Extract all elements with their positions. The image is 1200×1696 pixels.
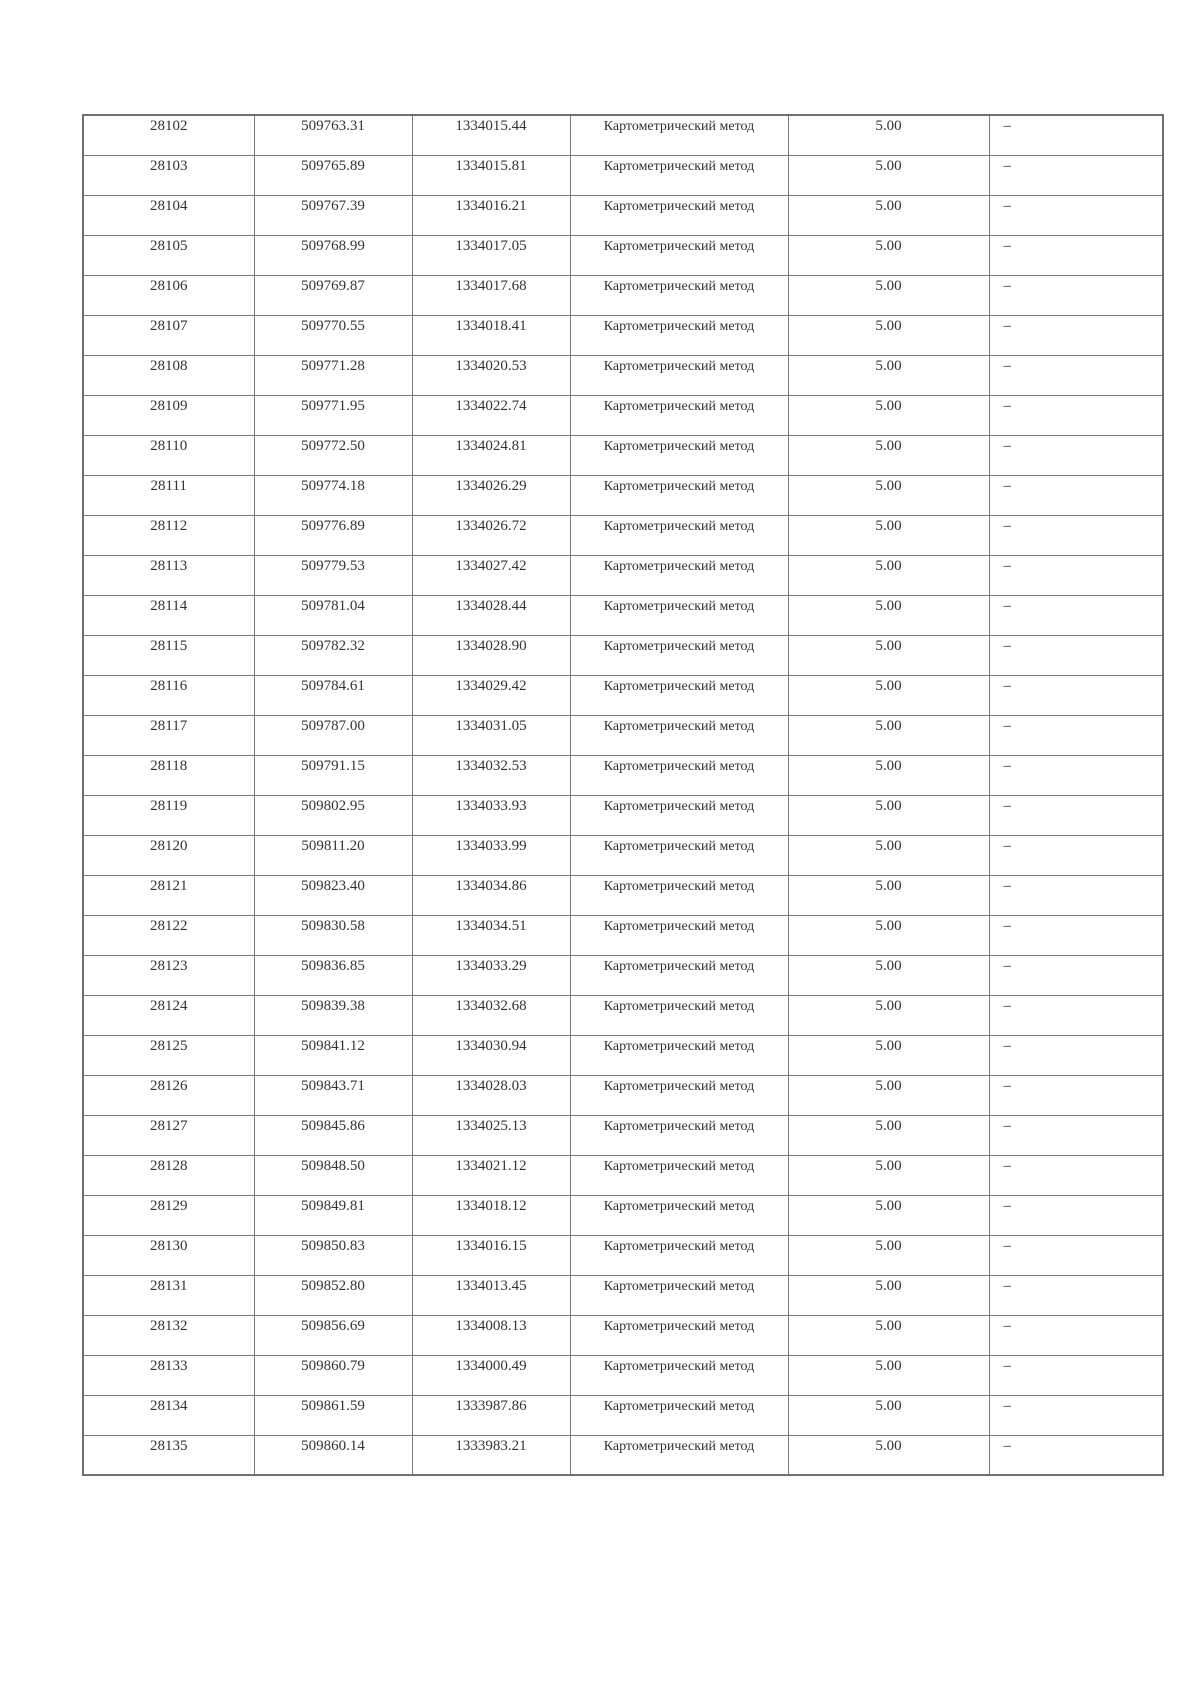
note-cell: –: [989, 835, 1163, 875]
point-number-cell: 28109: [83, 395, 254, 435]
y-coordinate-cell: 1334029.42: [412, 675, 570, 715]
note-cell: –: [989, 1435, 1163, 1475]
point-number-cell: 28112: [83, 515, 254, 555]
table-row: [83, 875, 1163, 915]
accuracy-cell: 5.00: [788, 195, 989, 235]
y-coordinate-cell: 1334028.44: [412, 595, 570, 635]
x-coordinate-cell: 509776.89: [254, 515, 412, 555]
table-row: [83, 1235, 1163, 1275]
point-number-cell: 28117: [83, 715, 254, 755]
point-number-cell: 28108: [83, 355, 254, 395]
method-cell: Картометрический метод: [570, 1195, 788, 1235]
point-number-cell: 28122: [83, 915, 254, 955]
note-cell: –: [989, 795, 1163, 835]
table-row: [83, 275, 1163, 315]
coordinates-table-body: [83, 115, 1163, 1475]
note-cell: –: [989, 1275, 1163, 1315]
table-row: [83, 835, 1163, 875]
note-cell: –: [989, 1355, 1163, 1395]
method-cell: Картометрический метод: [570, 1115, 788, 1155]
x-coordinate-cell: 509856.69: [254, 1315, 412, 1355]
point-number-cell: 28132: [83, 1315, 254, 1355]
table-row: [83, 115, 1163, 155]
table-row: [83, 555, 1163, 595]
table-row: [83, 355, 1163, 395]
note-cell: –: [989, 595, 1163, 635]
x-coordinate-cell: 509841.12: [254, 1035, 412, 1075]
x-coordinate-cell: 509830.58: [254, 915, 412, 955]
table-row: [83, 515, 1163, 555]
accuracy-cell: 5.00: [788, 115, 989, 155]
accuracy-cell: 5.00: [788, 995, 989, 1035]
table-row: [83, 475, 1163, 515]
table-row: [83, 715, 1163, 755]
x-coordinate-cell: 509836.85: [254, 955, 412, 995]
method-cell: Картометрический метод: [570, 155, 788, 195]
y-coordinate-cell: 1334031.05: [412, 715, 570, 755]
point-number-cell: 28134: [83, 1395, 254, 1435]
method-cell: Картометрический метод: [570, 1155, 788, 1195]
note-cell: –: [989, 715, 1163, 755]
point-number-cell: 28126: [83, 1075, 254, 1115]
point-number-cell: 28102: [83, 115, 254, 155]
x-coordinate-cell: 509765.89: [254, 155, 412, 195]
y-coordinate-cell: 1334033.93: [412, 795, 570, 835]
y-coordinate-cell: 1334021.12: [412, 1155, 570, 1195]
method-cell: Картометрический метод: [570, 275, 788, 315]
method-cell: Картометрический метод: [570, 715, 788, 755]
accuracy-cell: 5.00: [788, 435, 989, 475]
method-cell: Картометрический метод: [570, 1355, 788, 1395]
table-row: [83, 1315, 1163, 1355]
y-coordinate-cell: 1333987.86: [412, 1395, 570, 1435]
point-number-cell: 28135: [83, 1435, 254, 1475]
x-coordinate-cell: 509848.50: [254, 1155, 412, 1195]
method-cell: Картометрический метод: [570, 355, 788, 395]
accuracy-cell: 5.00: [788, 1435, 989, 1475]
point-number-cell: 28116: [83, 675, 254, 715]
y-coordinate-cell: 1334017.68: [412, 275, 570, 315]
x-coordinate-cell: 509784.61: [254, 675, 412, 715]
table-row: [83, 635, 1163, 675]
point-number-cell: 28107: [83, 315, 254, 355]
y-coordinate-cell: 1334017.05: [412, 235, 570, 275]
note-cell: –: [989, 395, 1163, 435]
accuracy-cell: 5.00: [788, 315, 989, 355]
point-number-cell: 28103: [83, 155, 254, 195]
table-row: [83, 955, 1163, 995]
accuracy-cell: 5.00: [788, 875, 989, 915]
y-coordinate-cell: 1334030.94: [412, 1035, 570, 1075]
x-coordinate-cell: 509843.71: [254, 1075, 412, 1115]
accuracy-cell: 5.00: [788, 1115, 989, 1155]
x-coordinate-cell: 509767.39: [254, 195, 412, 235]
note-cell: –: [989, 675, 1163, 715]
accuracy-cell: 5.00: [788, 755, 989, 795]
note-cell: –: [989, 915, 1163, 955]
note-cell: –: [989, 555, 1163, 595]
note-cell: –: [989, 1115, 1163, 1155]
method-cell: Картометрический метод: [570, 955, 788, 995]
point-number-cell: 28127: [83, 1115, 254, 1155]
x-coordinate-cell: 509860.14: [254, 1435, 412, 1475]
x-coordinate-cell: 509791.15: [254, 755, 412, 795]
note-cell: –: [989, 1035, 1163, 1075]
note-cell: –: [989, 1155, 1163, 1195]
accuracy-cell: 5.00: [788, 155, 989, 195]
method-cell: Картометрический метод: [570, 115, 788, 155]
accuracy-cell: 5.00: [788, 1235, 989, 1275]
point-number-cell: 28121: [83, 875, 254, 915]
y-coordinate-cell: 1334034.51: [412, 915, 570, 955]
note-cell: –: [989, 1075, 1163, 1115]
table-row: [83, 1035, 1163, 1075]
method-cell: Картометрический метод: [570, 555, 788, 595]
method-cell: Картометрический метод: [570, 635, 788, 675]
method-cell: Картометрический метод: [570, 875, 788, 915]
note-cell: –: [989, 195, 1163, 235]
x-coordinate-cell: 509781.04: [254, 595, 412, 635]
table-row: [83, 1195, 1163, 1235]
accuracy-cell: 5.00: [788, 635, 989, 675]
x-coordinate-cell: 509802.95: [254, 795, 412, 835]
method-cell: Картометрический метод: [570, 1035, 788, 1075]
note-cell: –: [989, 235, 1163, 275]
table-row: [83, 1275, 1163, 1315]
x-coordinate-cell: 509823.40: [254, 875, 412, 915]
table-row: [83, 995, 1163, 1035]
y-coordinate-cell: 1334027.42: [412, 555, 570, 595]
method-cell: Картометрический метод: [570, 835, 788, 875]
method-cell: Картометрический метод: [570, 1435, 788, 1475]
y-coordinate-cell: 1334034.86: [412, 875, 570, 915]
y-coordinate-cell: 1334033.99: [412, 835, 570, 875]
point-number-cell: 28113: [83, 555, 254, 595]
accuracy-cell: 5.00: [788, 1155, 989, 1195]
point-number-cell: 28130: [83, 1235, 254, 1275]
note-cell: –: [989, 275, 1163, 315]
point-number-cell: 28133: [83, 1355, 254, 1395]
x-coordinate-cell: 509787.00: [254, 715, 412, 755]
y-coordinate-cell: 1334026.72: [412, 515, 570, 555]
method-cell: Картометрический метод: [570, 1395, 788, 1435]
x-coordinate-cell: 509850.83: [254, 1235, 412, 1275]
y-coordinate-cell: 1334032.68: [412, 995, 570, 1035]
accuracy-cell: 5.00: [788, 1075, 989, 1115]
table-row: [83, 1155, 1163, 1195]
method-cell: Картометрический метод: [570, 675, 788, 715]
method-cell: Картометрический метод: [570, 795, 788, 835]
accuracy-cell: 5.00: [788, 1315, 989, 1355]
table-row: [83, 675, 1163, 715]
accuracy-cell: 5.00: [788, 555, 989, 595]
note-cell: –: [989, 1315, 1163, 1355]
x-coordinate-cell: 509779.53: [254, 555, 412, 595]
accuracy-cell: 5.00: [788, 1195, 989, 1235]
y-coordinate-cell: 1334026.29: [412, 475, 570, 515]
x-coordinate-cell: 509769.87: [254, 275, 412, 315]
note-cell: –: [989, 995, 1163, 1035]
note-cell: –: [989, 755, 1163, 795]
accuracy-cell: 5.00: [788, 355, 989, 395]
coordinates-table: [82, 114, 1164, 1476]
method-cell: Картометрический метод: [570, 395, 788, 435]
point-number-cell: 28129: [83, 1195, 254, 1235]
x-coordinate-cell: 509849.81: [254, 1195, 412, 1235]
accuracy-cell: 5.00: [788, 675, 989, 715]
table-row: [83, 195, 1163, 235]
y-coordinate-cell: 1334008.13: [412, 1315, 570, 1355]
table-row: [83, 755, 1163, 795]
method-cell: Картометрический метод: [570, 995, 788, 1035]
x-coordinate-cell: 509768.99: [254, 235, 412, 275]
note-cell: –: [989, 315, 1163, 355]
method-cell: Картометрический метод: [570, 915, 788, 955]
table-row: [83, 315, 1163, 355]
note-cell: –: [989, 875, 1163, 915]
accuracy-cell: 5.00: [788, 835, 989, 875]
y-coordinate-cell: 1334015.44: [412, 115, 570, 155]
method-cell: Картометрический метод: [570, 1275, 788, 1315]
y-coordinate-cell: 1334015.81: [412, 155, 570, 195]
y-coordinate-cell: 1334028.03: [412, 1075, 570, 1115]
point-number-cell: 28125: [83, 1035, 254, 1075]
note-cell: –: [989, 115, 1163, 155]
point-number-cell: 28114: [83, 595, 254, 635]
method-cell: Картометрический метод: [570, 755, 788, 795]
y-coordinate-cell: 1334016.21: [412, 195, 570, 235]
accuracy-cell: 5.00: [788, 715, 989, 755]
accuracy-cell: 5.00: [788, 955, 989, 995]
table-row: [83, 595, 1163, 635]
point-number-cell: 28104: [83, 195, 254, 235]
method-cell: Картометрический метод: [570, 315, 788, 355]
point-number-cell: 28106: [83, 275, 254, 315]
method-cell: Картометрический метод: [570, 1315, 788, 1355]
y-coordinate-cell: 1334018.41: [412, 315, 570, 355]
y-coordinate-cell: 1333983.21: [412, 1435, 570, 1475]
table-row: [83, 1435, 1163, 1475]
accuracy-cell: 5.00: [788, 795, 989, 835]
table-row: [83, 915, 1163, 955]
y-coordinate-cell: 1334018.12: [412, 1195, 570, 1235]
x-coordinate-cell: 509782.32: [254, 635, 412, 675]
table-row: [83, 1115, 1163, 1155]
y-coordinate-cell: 1334024.81: [412, 435, 570, 475]
x-coordinate-cell: 509839.38: [254, 995, 412, 1035]
table-row: [83, 1395, 1163, 1435]
x-coordinate-cell: 509774.18: [254, 475, 412, 515]
accuracy-cell: 5.00: [788, 475, 989, 515]
note-cell: –: [989, 155, 1163, 195]
note-cell: –: [989, 635, 1163, 675]
y-coordinate-cell: 1334025.13: [412, 1115, 570, 1155]
method-cell: Картометрический метод: [570, 1235, 788, 1275]
method-cell: Картометрический метод: [570, 515, 788, 555]
point-number-cell: 28131: [83, 1275, 254, 1315]
accuracy-cell: 5.00: [788, 395, 989, 435]
x-coordinate-cell: 509861.59: [254, 1395, 412, 1435]
accuracy-cell: 5.00: [788, 235, 989, 275]
y-coordinate-cell: 1334020.53: [412, 355, 570, 395]
note-cell: –: [989, 355, 1163, 395]
point-number-cell: 28128: [83, 1155, 254, 1195]
y-coordinate-cell: 1334033.29: [412, 955, 570, 995]
x-coordinate-cell: 509772.50: [254, 435, 412, 475]
x-coordinate-cell: 509811.20: [254, 835, 412, 875]
note-cell: –: [989, 1195, 1163, 1235]
accuracy-cell: 5.00: [788, 1355, 989, 1395]
y-coordinate-cell: 1334022.74: [412, 395, 570, 435]
accuracy-cell: 5.00: [788, 1395, 989, 1435]
point-number-cell: 28123: [83, 955, 254, 995]
method-cell: Картометрический метод: [570, 595, 788, 635]
note-cell: –: [989, 1235, 1163, 1275]
x-coordinate-cell: 509852.80: [254, 1275, 412, 1315]
point-number-cell: 28110: [83, 435, 254, 475]
method-cell: Картометрический метод: [570, 475, 788, 515]
y-coordinate-cell: 1334013.45: [412, 1275, 570, 1315]
method-cell: Картометрический метод: [570, 195, 788, 235]
y-coordinate-cell: 1334016.15: [412, 1235, 570, 1275]
y-coordinate-cell: 1334032.53: [412, 755, 570, 795]
y-coordinate-cell: 1334028.90: [412, 635, 570, 675]
point-number-cell: 28119: [83, 795, 254, 835]
method-cell: Картометрический метод: [570, 235, 788, 275]
y-coordinate-cell: 1334000.49: [412, 1355, 570, 1395]
x-coordinate-cell: 509771.95: [254, 395, 412, 435]
table-row: [83, 795, 1163, 835]
note-cell: –: [989, 515, 1163, 555]
note-cell: –: [989, 475, 1163, 515]
accuracy-cell: 5.00: [788, 1275, 989, 1315]
point-number-cell: 28115: [83, 635, 254, 675]
method-cell: Картометрический метод: [570, 1075, 788, 1115]
point-number-cell: 28124: [83, 995, 254, 1035]
method-cell: Картометрический метод: [570, 435, 788, 475]
table-row: [83, 1355, 1163, 1395]
x-coordinate-cell: 509770.55: [254, 315, 412, 355]
note-cell: –: [989, 435, 1163, 475]
x-coordinate-cell: 509860.79: [254, 1355, 412, 1395]
accuracy-cell: 5.00: [788, 275, 989, 315]
point-number-cell: 28105: [83, 235, 254, 275]
table-row: [83, 395, 1163, 435]
accuracy-cell: 5.00: [788, 915, 989, 955]
note-cell: –: [989, 1395, 1163, 1435]
note-cell: –: [989, 955, 1163, 995]
point-number-cell: 28120: [83, 835, 254, 875]
point-number-cell: 28118: [83, 755, 254, 795]
table-row: [83, 235, 1163, 275]
point-number-cell: 28111: [83, 475, 254, 515]
x-coordinate-cell: 509845.86: [254, 1115, 412, 1155]
accuracy-cell: 5.00: [788, 515, 989, 555]
accuracy-cell: 5.00: [788, 1035, 989, 1075]
table-row: [83, 155, 1163, 195]
x-coordinate-cell: 509763.31: [254, 115, 412, 155]
table-row: [83, 435, 1163, 475]
accuracy-cell: 5.00: [788, 595, 989, 635]
table-row: [83, 1075, 1163, 1115]
x-coordinate-cell: 509771.28: [254, 355, 412, 395]
